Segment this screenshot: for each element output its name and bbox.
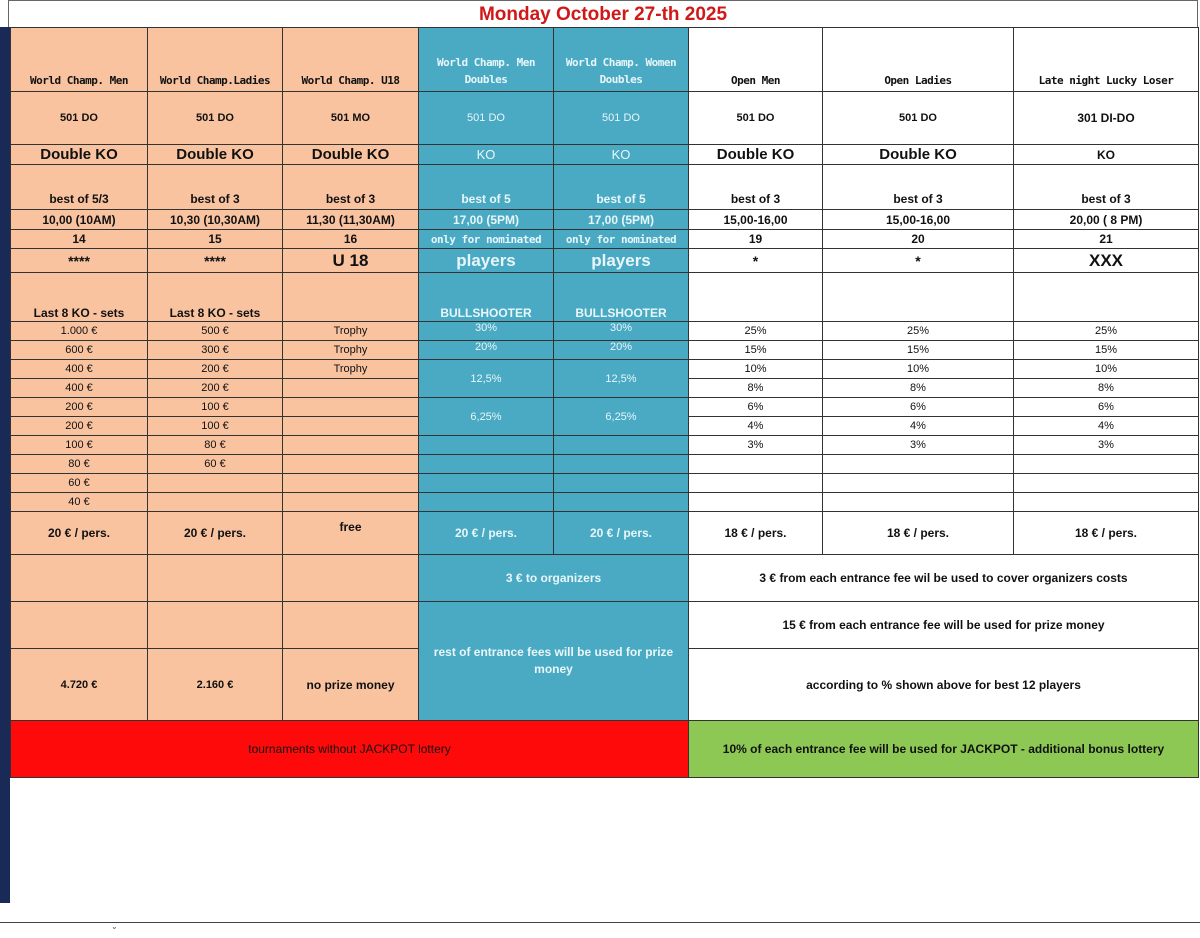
start-time-cell: 20,00 ( 8 PM) — [1014, 210, 1199, 230]
prize-pct-cell — [419, 493, 554, 512]
left-accent-strip — [0, 27, 10, 903]
prize-cell: 200 € — [11, 417, 148, 436]
format-row — [11, 92, 1199, 145]
prize-row — [11, 398, 1199, 417]
prize-cell: 80 € — [11, 455, 148, 474]
prize-pct-cell — [419, 474, 554, 493]
header-open-ladies: Open Ladies — [823, 28, 1014, 92]
header-open-men: Open Men — [689, 28, 823, 92]
doubles-organizers-note: 3 € to organizers — [419, 555, 689, 602]
number-row — [11, 230, 1199, 249]
page-title: Monday October 27-th 2025 — [8, 0, 1198, 27]
prize-cell: 60 € — [148, 455, 283, 474]
open-organizers-note: 3 € from each entrance fee wil be used to cover organizers costs — [689, 555, 1199, 602]
prize-pct-cell: 12,5% — [554, 360, 689, 398]
entry-fee-cell: 18 € / pers. — [689, 512, 823, 555]
empty-cell — [148, 555, 283, 602]
prize-pct-cell: 25% — [689, 322, 823, 341]
number-cell: 15 — [148, 230, 283, 249]
marks-cell: XXX — [1014, 249, 1199, 273]
prize-cell — [283, 493, 419, 512]
start-time-row — [11, 210, 1199, 230]
entry-fee-cell: 20 € / pers. — [148, 512, 283, 555]
prize-cell: 200 € — [148, 379, 283, 398]
prize-pct-cell: 6,25% — [554, 398, 689, 436]
format-cell: 501 MO — [283, 92, 419, 145]
prize-cell — [283, 398, 419, 417]
entry-fee-cell: 18 € / pers. — [823, 512, 1014, 555]
marks-cell: players — [554, 249, 689, 273]
prize-row — [11, 493, 1199, 512]
header-women-doubles: World Champ. Women Doubles — [554, 28, 689, 92]
jackpot-banner: 10% of each entrance fee will be used for JACKPOT - additional bonus lottery — [689, 721, 1199, 778]
prize-pct-cell: 4% — [823, 417, 1014, 436]
prize-pct-cell: 6,25% — [419, 398, 554, 436]
prize-pct-cell: 15% — [1014, 341, 1199, 360]
marks-cell: **** — [11, 249, 148, 273]
start-time-cell: 10,30 (10,30AM) — [148, 210, 283, 230]
prize-cell — [283, 455, 419, 474]
prize-cell: 80 € — [148, 436, 283, 455]
prize-pct-cell — [1014, 455, 1199, 474]
best-of-row — [11, 165, 1199, 210]
prize-cell: 200 € — [11, 398, 148, 417]
entry-fee-cell: free — [283, 512, 419, 555]
marks-cell: * — [689, 249, 823, 273]
sets-cell: BULLSHOOTER — [419, 273, 554, 322]
prize-pct-cell: 25% — [1014, 322, 1199, 341]
start-time-cell: 17,00 (5PM) — [419, 210, 554, 230]
prize-cell: Trophy — [283, 360, 419, 379]
prize-cell: 300 € — [148, 341, 283, 360]
best-of-cell: best of 5/3 — [11, 165, 148, 210]
prize-row — [11, 455, 1199, 474]
header-world-champ-u18: World Champ. U18 — [283, 28, 419, 92]
number-cell: 19 — [689, 230, 823, 249]
ko-type-cell: Double KO — [148, 145, 283, 165]
best-of-cell: best of 3 — [283, 165, 419, 210]
prize-cell — [283, 436, 419, 455]
prize-pct-cell — [1014, 474, 1199, 493]
prize-cell: 60 € — [11, 474, 148, 493]
format-cell: 501 DO — [419, 92, 554, 145]
prize-pct-cell — [419, 455, 554, 474]
empty-cell — [283, 602, 419, 649]
header-men-doubles: World Champ. Men Doubles — [419, 28, 554, 92]
prize-pct-cell — [554, 474, 689, 493]
number-cell: 21 — [1014, 230, 1199, 249]
empty-cell — [11, 555, 148, 602]
number-cell: 14 — [11, 230, 148, 249]
prize-pct-cell: 15% — [823, 341, 1014, 360]
start-time-cell: 15,00-16,00 — [689, 210, 823, 230]
prize-cell: 200 € — [148, 360, 283, 379]
sets-cell — [689, 273, 823, 322]
prize-pct-cell — [823, 474, 1014, 493]
prize-cell: 1.000 € — [11, 322, 148, 341]
prize-pct-cell — [554, 455, 689, 474]
format-cell: 501 DO — [11, 92, 148, 145]
marks-row — [11, 249, 1199, 273]
organizer-row — [11, 555, 1199, 602]
format-cell: 501 DO — [554, 92, 689, 145]
prize-pct-cell: 8% — [689, 379, 823, 398]
best-of-cell: best of 5 — [554, 165, 689, 210]
ladies-total: 2.160 € — [148, 649, 283, 721]
prize-pct-cell — [689, 455, 823, 474]
entry-fee-cell: 20 € / pers. — [419, 512, 554, 555]
prize-pct-cell: 25% — [823, 322, 1014, 341]
number-cell: only for nominated — [419, 230, 554, 249]
tournament-table — [10, 27, 1199, 778]
number-cell: only for nominated — [554, 230, 689, 249]
prize-pct-cell — [689, 493, 823, 512]
prize-pct-cell: 3% — [1014, 436, 1199, 455]
prize-cell: 400 € — [11, 379, 148, 398]
header-world-champ-ladies: World Champ.Ladies — [148, 28, 283, 92]
ko-type-cell: KO — [419, 145, 554, 165]
number-cell: 16 — [283, 230, 419, 249]
entry-fee-cell: 18 € / pers. — [1014, 512, 1199, 555]
sets-cell — [823, 273, 1014, 322]
prize-row — [11, 474, 1199, 493]
ko-type-cell: Double KO — [11, 145, 148, 165]
prize-pct-cell: 15% — [689, 341, 823, 360]
prize-cell — [283, 379, 419, 398]
prize-cell: Trophy — [283, 322, 419, 341]
prize-row — [11, 322, 1199, 341]
prize-cell: 100 € — [148, 417, 283, 436]
ko-type-cell: KO — [554, 145, 689, 165]
ko-type-cell: Double KO — [823, 145, 1014, 165]
prize-cell — [283, 474, 419, 493]
jackpot-row — [11, 721, 1199, 778]
sets-cell: BULLSHOOTER — [554, 273, 689, 322]
prize-pct-cell: 20% — [419, 341, 554, 360]
prize-pct-cell: 30% — [419, 322, 554, 341]
start-time-cell: 17,00 (5PM) — [554, 210, 689, 230]
header-row — [11, 28, 1199, 92]
prize-cell: 100 € — [148, 398, 283, 417]
prize-cell: 100 € — [11, 436, 148, 455]
ko-type-cell: Double KO — [689, 145, 823, 165]
open-best-note: according to % shown above for best 12 players — [689, 649, 1199, 721]
prize-pct-cell: 6% — [823, 398, 1014, 417]
format-cell: 301 DI-DO — [1014, 92, 1199, 145]
marks-cell: U 18 — [283, 249, 419, 273]
men-total: 4.720 € — [11, 649, 148, 721]
no-jackpot-banner: tournaments without JACKPOT lottery — [11, 721, 689, 778]
prize-row — [11, 341, 1199, 360]
entry-fee-cell: 20 € / pers. — [554, 512, 689, 555]
prize-pct-cell: 3% — [823, 436, 1014, 455]
doubles-rest-note: rest of entrance fees will be used for prize money — [419, 602, 689, 721]
marks-cell: * — [823, 249, 1014, 273]
prize-pct-cell — [689, 474, 823, 493]
header-world-champ-men: World Champ. Men — [11, 28, 148, 92]
empty-cell — [148, 602, 283, 649]
sets-row — [11, 273, 1199, 322]
start-time-cell: 15,00-16,00 — [823, 210, 1014, 230]
prize-pct-cell: 20% — [554, 341, 689, 360]
marks-cell: **** — [148, 249, 283, 273]
prize-pct-cell: 6% — [1014, 398, 1199, 417]
sets-cell — [283, 273, 419, 322]
prize-cell: 500 € — [148, 322, 283, 341]
footer-mark: ˘ — [113, 926, 116, 936]
best-of-cell: best of 3 — [689, 165, 823, 210]
ko-type-row — [11, 145, 1199, 165]
prize-pct-cell — [1014, 493, 1199, 512]
prize-cell — [283, 417, 419, 436]
prize-pct-cell: 4% — [689, 417, 823, 436]
sets-cell: Last 8 KO - sets — [11, 273, 148, 322]
entry-fee-row — [11, 512, 1199, 555]
marks-cell: players — [419, 249, 554, 273]
prize-pct-cell: 10% — [689, 360, 823, 379]
prize-money-row — [11, 602, 1199, 649]
prize-cell — [148, 474, 283, 493]
header-lucky-loser: Late night Lucky Loser — [1014, 28, 1199, 92]
prize-cell: 600 € — [11, 341, 148, 360]
open-prize-note: 15 € from each entrance fee will be used for prize money — [689, 602, 1199, 649]
prize-cell: 40 € — [11, 493, 148, 512]
prize-pct-cell: 30% — [554, 322, 689, 341]
format-cell: 501 DO — [823, 92, 1014, 145]
best-of-cell: best of 3 — [1014, 165, 1199, 210]
page-divider — [0, 922, 1200, 923]
prize-pct-cell: 4% — [1014, 417, 1199, 436]
ko-type-cell: KO — [1014, 145, 1199, 165]
prize-cell — [148, 493, 283, 512]
best-of-cell: best of 5 — [419, 165, 554, 210]
best-of-cell: best of 3 — [823, 165, 1014, 210]
sets-cell — [1014, 273, 1199, 322]
prize-pct-cell — [419, 436, 554, 455]
empty-cell — [283, 555, 419, 602]
prize-pct-cell: 8% — [823, 379, 1014, 398]
prize-pct-cell: 8% — [1014, 379, 1199, 398]
prize-pct-cell — [823, 493, 1014, 512]
prize-cell: Trophy — [283, 341, 419, 360]
prize-pct-cell: 3% — [689, 436, 823, 455]
number-cell: 20 — [823, 230, 1014, 249]
start-time-cell: 10,00 (10AM) — [11, 210, 148, 230]
sets-cell: Last 8 KO - sets — [148, 273, 283, 322]
u18-total: no prize money — [283, 649, 419, 721]
prize-pct-cell — [554, 493, 689, 512]
empty-cell — [11, 602, 148, 649]
prize-pct-cell: 6% — [689, 398, 823, 417]
prize-pct-cell — [554, 436, 689, 455]
prize-pct-cell: 10% — [823, 360, 1014, 379]
entry-fee-cell: 20 € / pers. — [11, 512, 148, 555]
prize-pct-cell — [823, 455, 1014, 474]
format-cell: 501 DO — [689, 92, 823, 145]
format-cell: 501 DO — [148, 92, 283, 145]
start-time-cell: 11,30 (11,30AM) — [283, 210, 419, 230]
prize-cell: 400 € — [11, 360, 148, 379]
ko-type-cell: Double KO — [283, 145, 419, 165]
prize-pct-cell: 12,5% — [419, 360, 554, 398]
best-of-cell: best of 3 — [148, 165, 283, 210]
prize-pct-cell: 10% — [1014, 360, 1199, 379]
prize-row — [11, 436, 1199, 455]
prize-row — [11, 360, 1199, 379]
